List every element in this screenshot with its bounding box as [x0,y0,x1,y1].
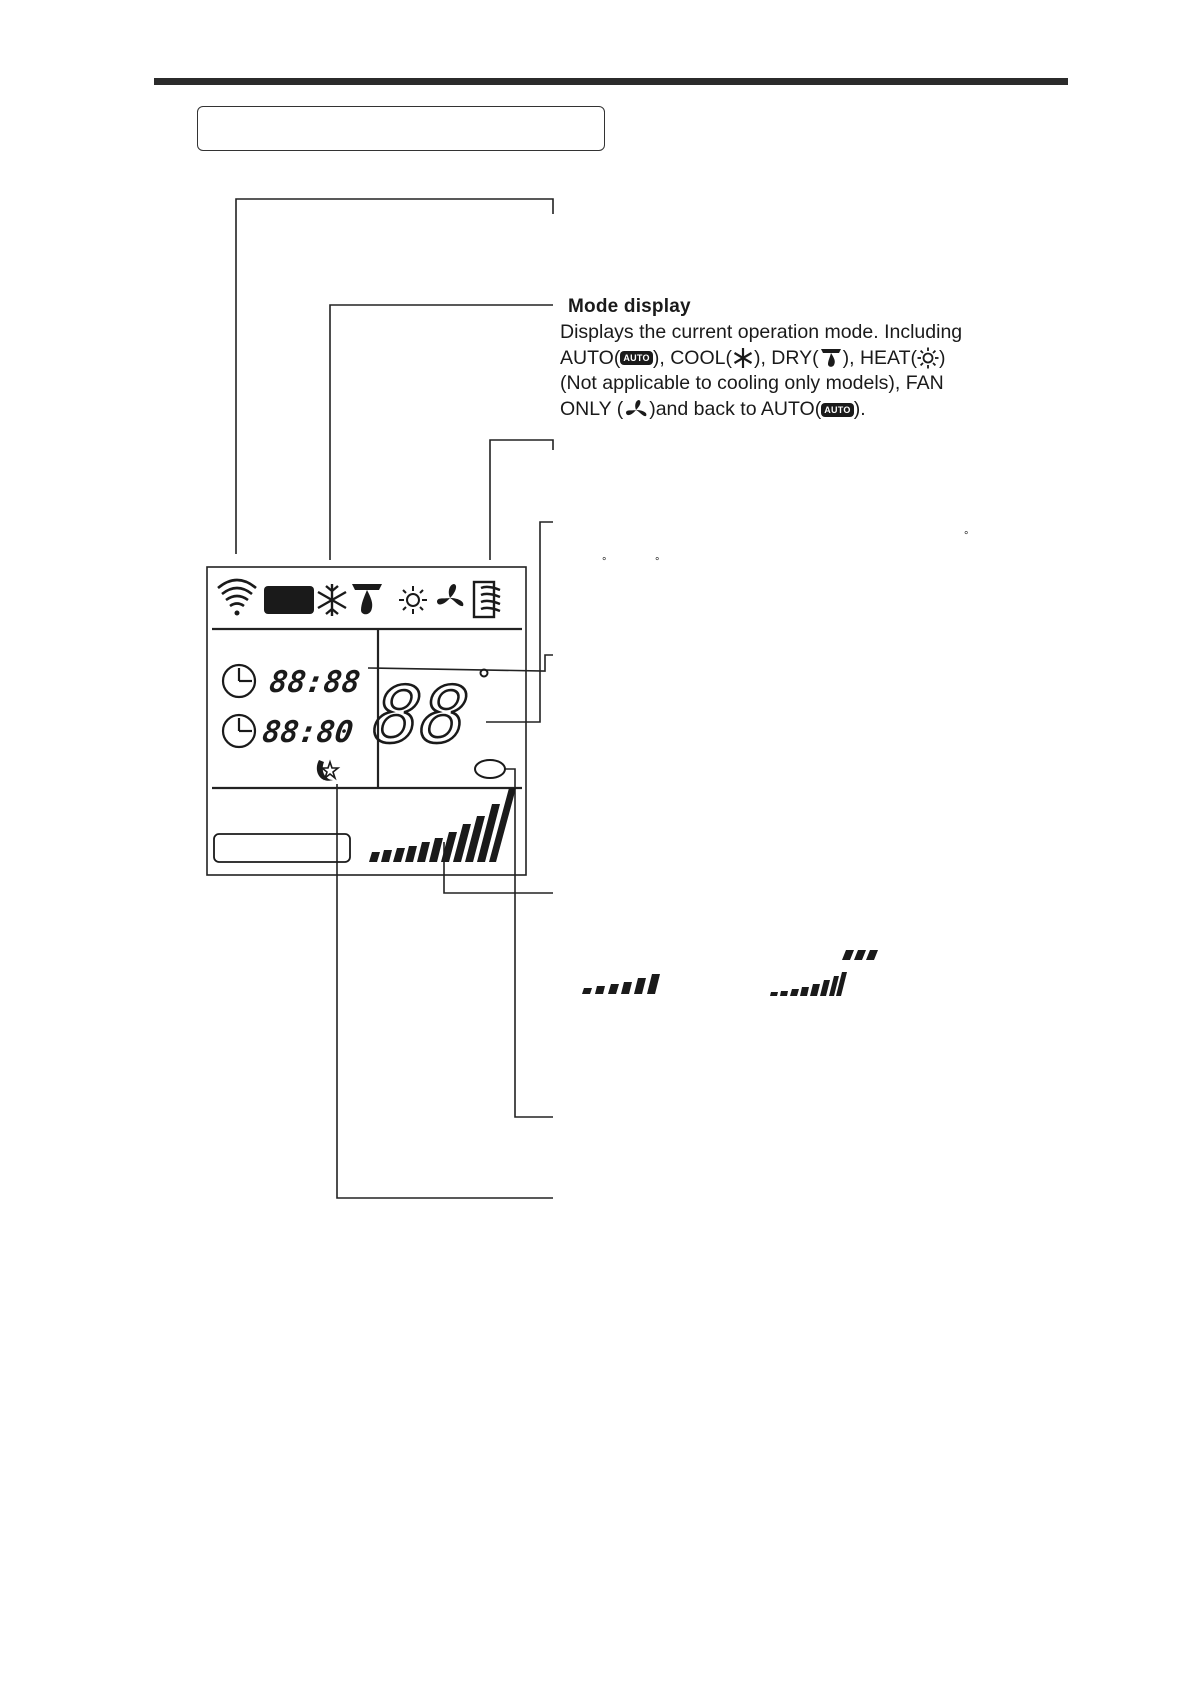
oval-indicator [475,760,505,778]
auto-badge-icon: AUTO [620,351,653,365]
fan-speed-bars-icon [369,788,516,862]
fan-speed-low-example [582,970,674,998]
auto-badge-icon: AUTO [821,403,854,417]
fan-icon [623,399,649,421]
degree-mark: ° [964,530,969,542]
auto-mode-block [264,586,314,614]
temperature-display: 88 [369,670,473,761]
lcd-text-box [214,834,350,862]
desc-line-4: ONLY ( )and back to AUTO( AUTO ). [560,397,866,420]
cool-snowflake-icon [318,584,346,616]
clock-icon [223,715,255,747]
degree-mark: ° [602,556,607,568]
desc-line-2: AUTO( AUTO ), COOL( ), DRY( ), HEAT( ) [560,346,946,369]
fan-icon [437,584,463,606]
lcd-display [206,566,527,876]
clock-icon [223,665,255,697]
snowflake-icon [732,347,754,369]
mode-display-heading: Mode display [568,296,691,317]
heat-sun-icon [917,347,939,369]
leader-swing [490,440,553,560]
leader-mode [330,305,553,560]
dry-drop-icon [352,584,382,614]
degree-symbol [481,670,488,677]
swing-icon [474,582,500,617]
sleep-moon-icon [317,760,338,781]
desc-line-1: Displays the current operation mode. Including [560,321,963,343]
leader-signal [236,199,553,554]
fan-speed-high-example [770,948,882,1000]
heat-sun-icon [399,586,427,614]
degree-mark: ° [655,556,660,568]
timer-on-display: 88:88 [267,665,363,700]
desc-line-3: (Not applicable to cooling only models), FAN [560,372,944,395]
wireless-signal-icon [218,580,256,616]
dry-drop-icon [819,346,843,370]
mode-display-description [560,320,1010,422]
timer-off-display: 88:80 [260,715,356,750]
